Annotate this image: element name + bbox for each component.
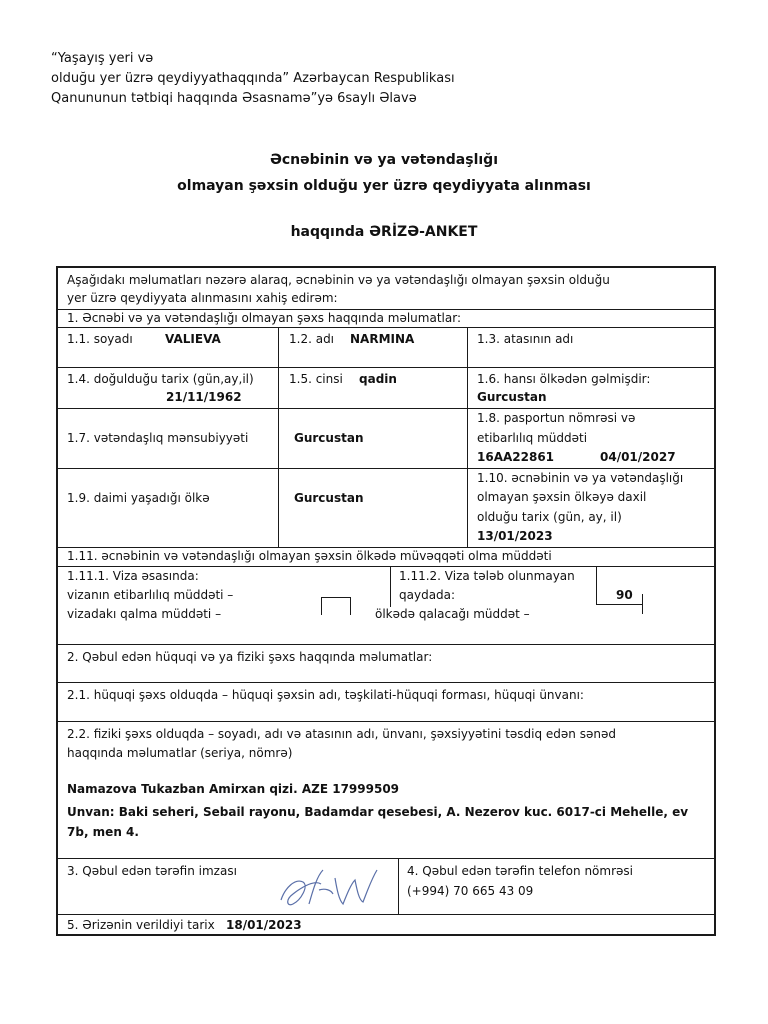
- passport-expiry-value: 04/01/2027: [600, 450, 676, 464]
- residence-country-label: 1.9. daimi yaşadığı ölkə: [67, 491, 210, 505]
- form-intro-line-1: Aşağıdakı məlumatları nəzərə alaraq, əcnəbinin və ya vətəndaşlığı olmayan şəxsin olduğu: [67, 273, 610, 287]
- section-1-heading: 1. Əcnəbi və ya vətəndaşlığı olmayan şəxs haqqında məlumatlar:: [67, 311, 461, 325]
- visa-stay-label: vizadakı qalma müddəti –: [67, 607, 222, 621]
- application-date-label: 5. Ərizənin verildiyi tarix: [67, 918, 215, 932]
- citizenship-label: 1.7. vətəndaşlıq mənsubiyyəti: [67, 431, 249, 445]
- patronymic-label: 1.3. atasının adı: [477, 332, 574, 346]
- first-name-value: NARMINA: [350, 332, 415, 346]
- regulation-header: [51, 49, 455, 109]
- gender-value: qadin: [359, 372, 397, 386]
- first-name-label: 1.2. adı: [289, 332, 335, 346]
- passport-label-2: etibarlılıq müddəti: [477, 431, 588, 445]
- gender-label: 1.5. cinsi: [289, 372, 343, 386]
- signature-label: 3. Qəbul edən tərəfin imzası: [67, 864, 237, 878]
- surname-value: VALIEVA: [165, 332, 221, 346]
- section-2-heading: 2. Qəbul edən hüquqi və ya fiziki şəxs haqqında məlumatlar:: [67, 650, 433, 664]
- title-line-2: olmayan şəxsin olduğu yer üzrə qeydiyyata alınması: [177, 178, 591, 194]
- entry-date-label-2: olmayan şəxsin ölkəyə daxil: [477, 490, 647, 504]
- stay-period-heading: 1.11. əcnəbinin və vətəndaşlığı olmayan şəxsin ölkədə müvəqqəti olma müddəti: [67, 549, 552, 563]
- application-date-value: 18/01/2023: [226, 918, 302, 932]
- host-address-value-2: 7b, men 4.: [67, 825, 139, 839]
- title-line-1: Əcnəbinin və ya vətəndaşlığı: [269, 152, 498, 168]
- origin-country-value: Gurcustan: [477, 390, 547, 404]
- citizenship-value: Gurcustan: [294, 431, 364, 445]
- origin-country-label: 1.6. hansı ölkədən gəlmişdir:: [477, 372, 651, 386]
- visa-free-label-2: qaydada:: [399, 588, 456, 602]
- title-line-3: haqqında ƏRİZƏ-ANKET: [290, 224, 478, 240]
- phone-label: 4. Qəbul edən tərəfin telefon nömrəsi: [407, 864, 633, 878]
- header-line-1: “Yaşayış yeri və: [51, 51, 154, 66]
- header-line-3: Qanununun tətbiqi haqqında Əsasnamə”yə 6saylı Əlavə: [51, 91, 417, 106]
- form-intro-line-2: yer üzrə qeydiyyata alınmasını xahiş edirəm:: [67, 291, 338, 305]
- phone-value: (+994) 70 665 43 09: [407, 884, 534, 898]
- entry-date-value: 13/01/2023: [477, 529, 553, 543]
- birth-date-value: 21/11/1962: [166, 390, 242, 404]
- surname-label: 1.1. soyadı: [67, 332, 133, 346]
- passport-label-1: 1.8. pasportun nömrəsi və: [477, 411, 636, 425]
- host-address-value-1: Unvan: Baki seheri, Sebail rayonu, Badamdar qesebesi, A. Nezerov kuc. 6017-ci Mehelle, ev: [67, 805, 689, 819]
- birth-date-label: 1.4. doğulduğu tarix (gün,ay,il): [67, 372, 254, 386]
- individual-label-1: 2.2. fiziki şəxs olduqda – soyadı, adı və atasının adı, ünvanı, şəxsiyyətini təsdiq edən sənəd: [67, 727, 616, 741]
- entry-date-label-3: olduğu tarix (gün, ay, il): [477, 510, 622, 524]
- signature-image: [273, 860, 383, 914]
- individual-label-2: haqqında məlumatlar (seriya, nömrə): [67, 746, 293, 760]
- entry-date-label-1: 1.10. əcnəbinin və ya vətəndaşlığı: [477, 471, 684, 485]
- stay-duration-value: 90: [616, 588, 633, 602]
- header-line-2: olduğu yer üzrə qeydiyyathaqqında” Azərbaycan Respublikası: [51, 71, 455, 86]
- visa-validity-label: vizanın etibarlılıq müddəti –: [67, 588, 234, 602]
- passport-number-value: 16AA22861: [477, 450, 555, 464]
- visa-based-label: 1.11.1. Viza əsasında:: [67, 569, 199, 583]
- stay-duration-label: ölkədə qalacağı müddət –: [375, 607, 530, 621]
- residence-country-value: Gurcustan: [294, 491, 364, 505]
- legal-entity-label: 2.1. hüquqi şəxs olduqda – hüquqi şəxsin adı, təşkilati-hüquqi forması, hüquqi ünvanı:: [67, 688, 584, 702]
- visa-free-label: 1.11.2. Viza tələb olunmayan: [399, 569, 575, 583]
- application-form: [56, 266, 716, 936]
- host-name-value: Namazova Tukazban Amirxan qizi. AZE 17999509: [67, 782, 400, 796]
